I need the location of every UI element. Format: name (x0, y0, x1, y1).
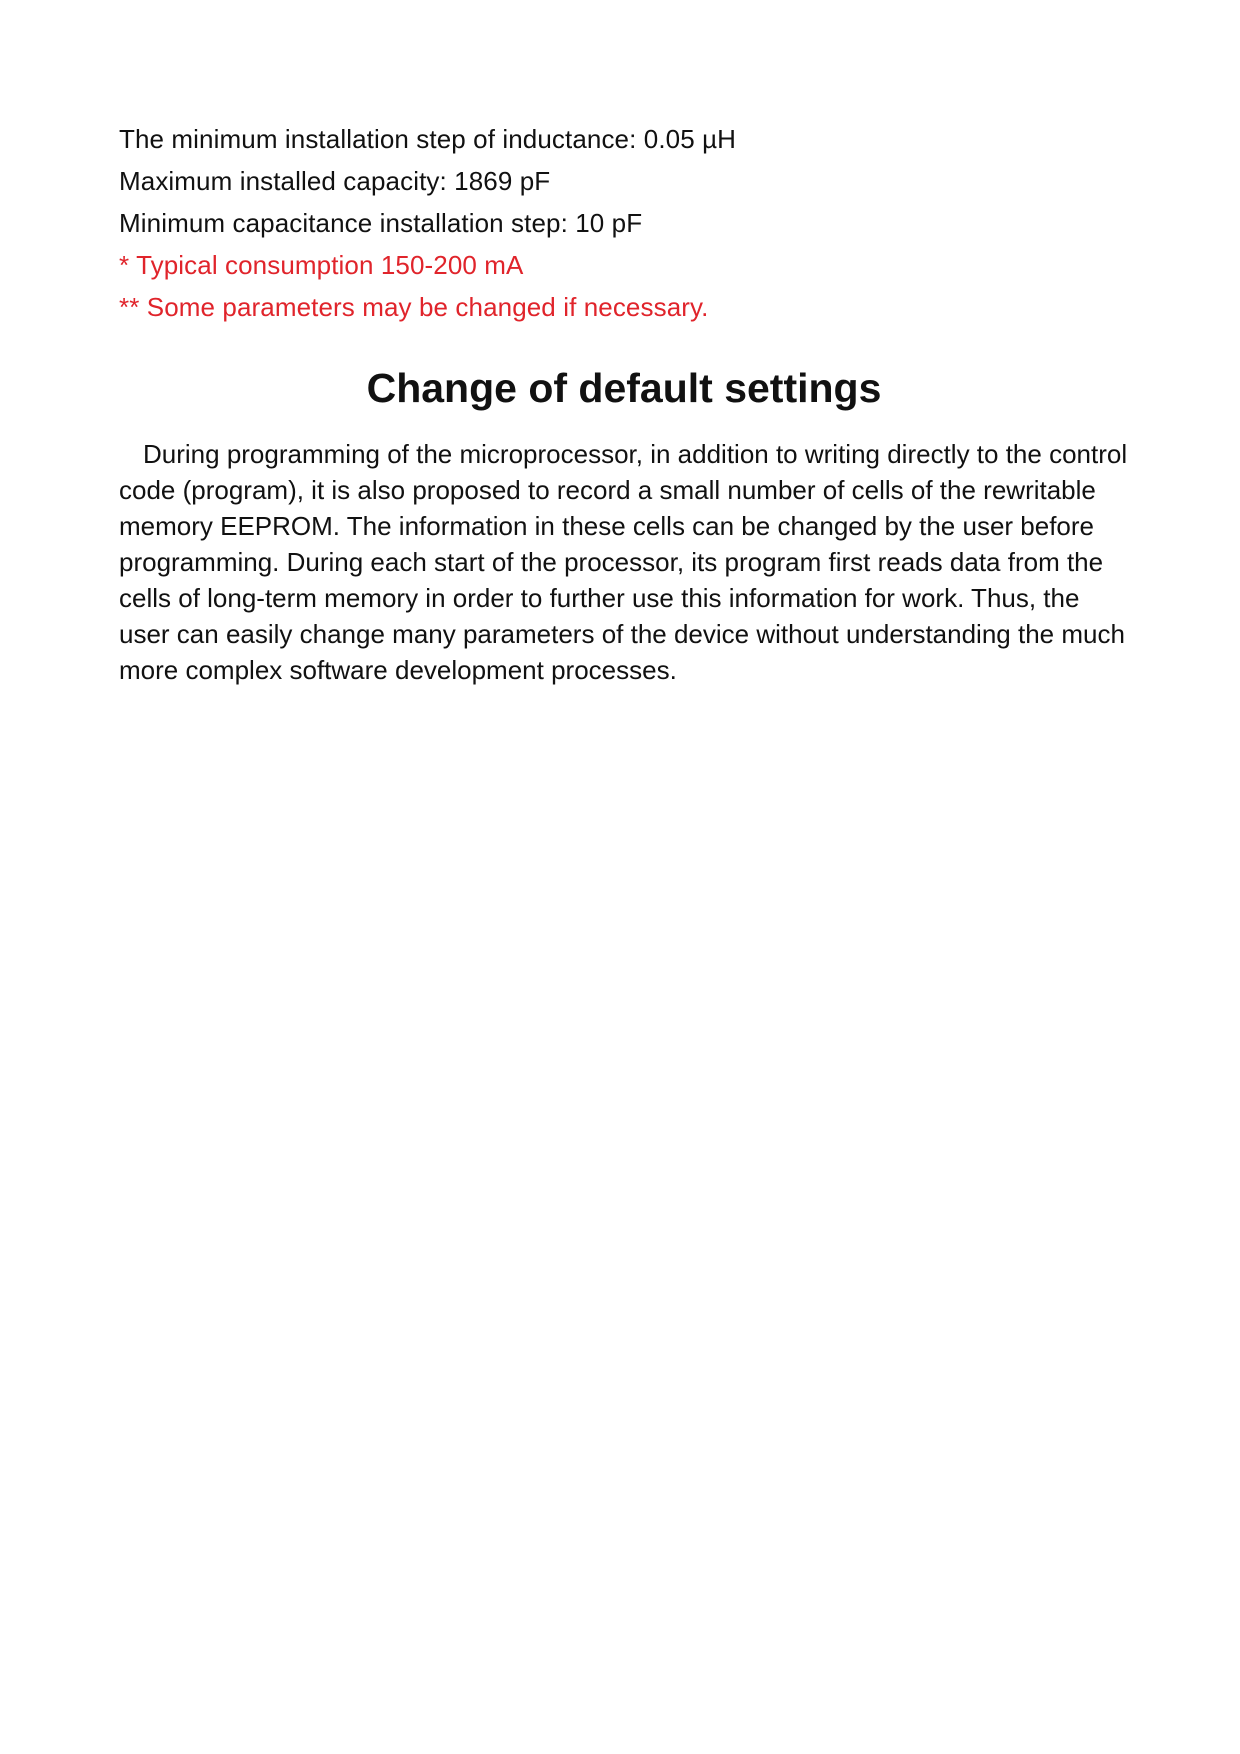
note-parameters-changeable: ** Some parameters may be changed if necessary. (119, 292, 709, 322)
note-typical-consumption: * Typical consumption 150-200 mA (119, 250, 524, 280)
body-paragraph: During programming of the microprocessor, in addition to writing directly to the control code (program), it is also proposed to record a small number of cells of the rewritable memory EEPROM. The information in these cells can be changed by the user before programming. During each start of the processor, its program first reads data from the cells of long-term memory in order to further use this information for work. Thus, the user can easily change many parameters of the device without understanding the much more complex software development processes. (119, 439, 1128, 685)
section-heading: Change of default settings (366, 365, 882, 411)
specification-list (119, 118, 1129, 328)
spec-max-capacity: Maximum installed capacity: 1869 pF (119, 166, 551, 196)
spec-inductance-step: The minimum installation step of inductance: 0.05 µH (119, 124, 737, 154)
spec-capacitance-step: Minimum capacitance installation step: 10 pF (119, 208, 643, 238)
